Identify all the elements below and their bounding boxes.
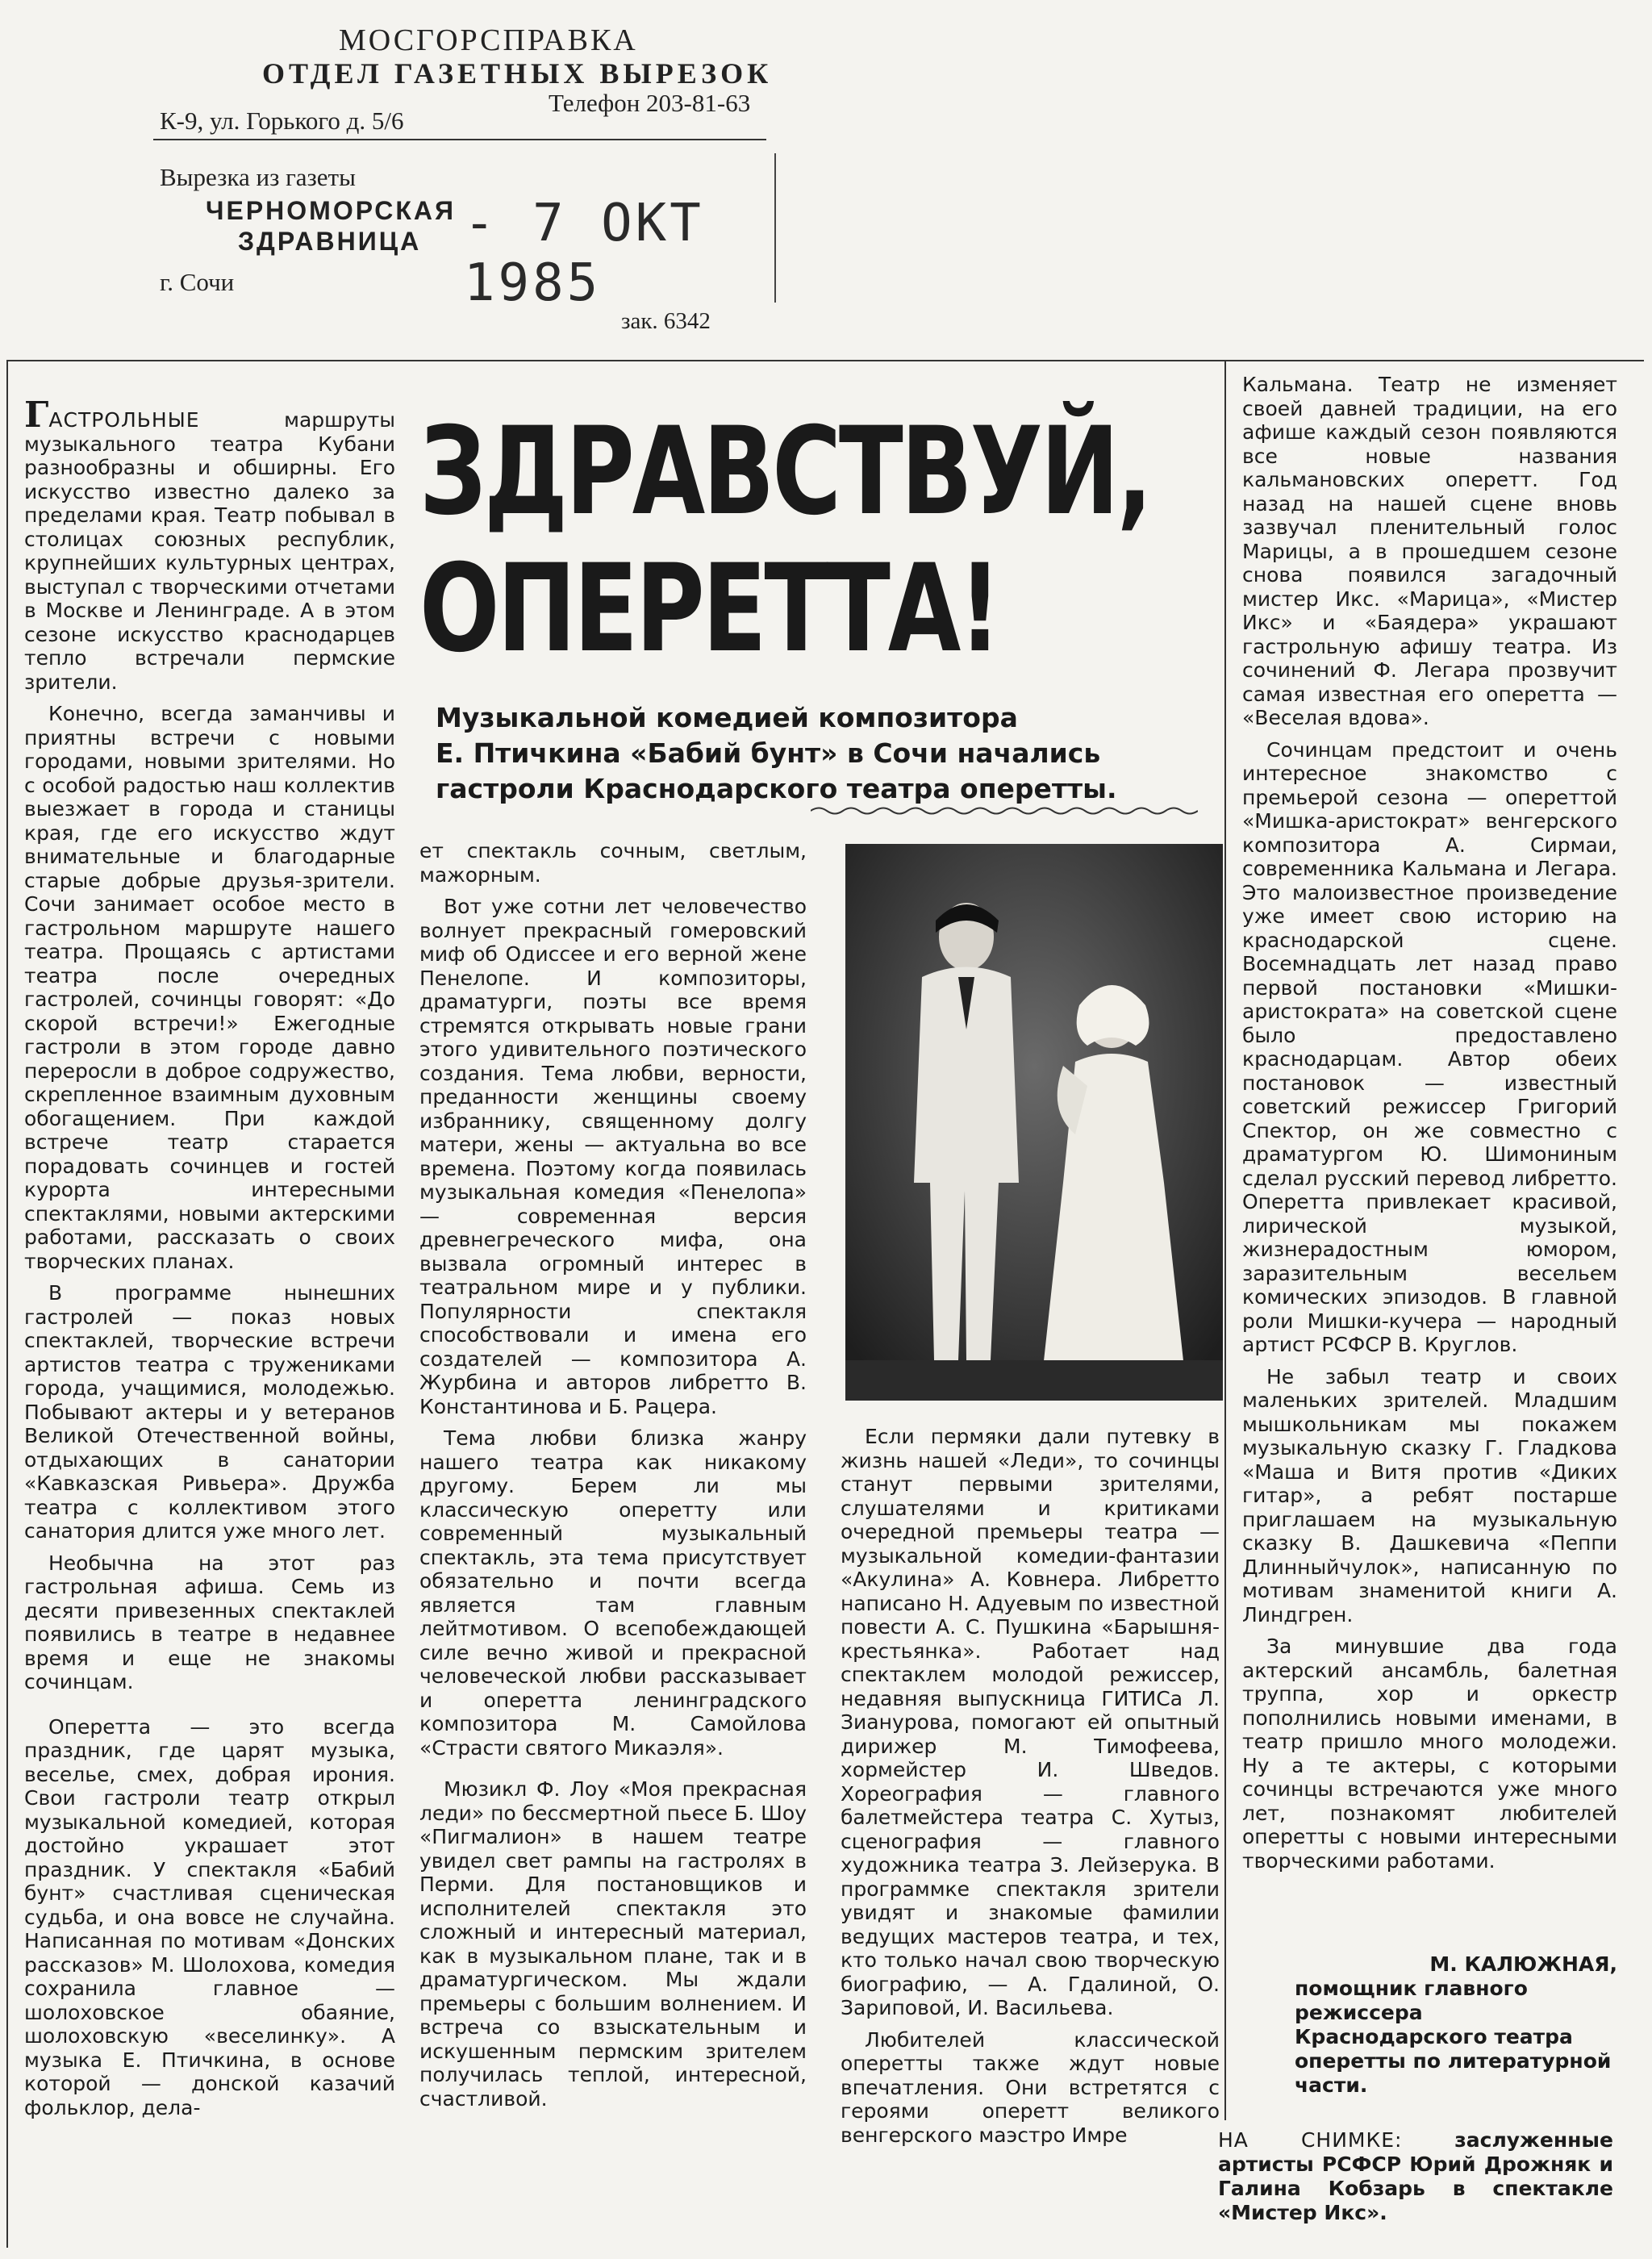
article-photo <box>845 844 1223 1401</box>
caption-text: заслуженные артисты РСФСР Юрий Дрожняк и Галина Кобзарь в спектакле «Мистер Икс». <box>1218 2128 1613 2224</box>
stamp-agency: МОСГОРСПРАВКА <box>339 23 638 57</box>
caption-lead: НА СНИМКЕ: <box>1218 2128 1403 2152</box>
column-divider <box>1224 361 1226 2120</box>
stamp-phone: Телефон 203-81-63 <box>549 89 751 117</box>
paragraph: Вот уже сотни лет человечество волнует прекрасный гомеровский миф об Одиссее и его верной жене Пенелопе. И композиторы, драматурги, поэты все время стремятся открывать новые грани этого удивительного поэтического создания. Тема любви, верности, преданности женщины своему избраннику, священному долгу матери, жены — актуальна во все времена. Поэтому когда появилась музыкальная комедия «Пенелопа» — современная версия древнегреческого мифа, она вызвала огромный интерес в театральном мире и у публики. Популярности спектакля способствовали и имена его создателей — композитора А. Журбина и авторов либретто В. Константинова и Б. Рацера. <box>419 895 807 1418</box>
subhead-line-1: Музыкальной комедией композитора <box>436 702 1018 733</box>
stamp-clip-label: Вырезка из газеты <box>160 163 356 191</box>
article-headline <box>419 402 1150 679</box>
clipping-left-border <box>6 360 8 2248</box>
stamp-department: ОТДЕЛ ГАЗЕТНЫХ ВЫРЕЗОК <box>262 57 773 90</box>
paragraph: Тема любви близка жанру нашего театра как никакому другому. Берем ли мы классическую оперетту или современный музыкальный спектакль, эта тема присутствует обязательно и почти всегда является там главным лейтмотивом. О всепобеждающей силе вечно живой и прекрасной человеческой любви рассказывает и оперетта ленинградского композитора М. Самойлова «Страсти святого Микаэля». <box>419 1426 807 1760</box>
stamp-city: г. Сочи <box>160 268 235 296</box>
article-column-4 <box>1242 373 1617 1873</box>
stamp-address: К-9, ул. Горького д. 5/6 <box>160 106 404 135</box>
article-column-1 <box>24 395 395 2119</box>
author-title: помощник главного режиссера Краснодарского театра оперетты по литературной части. <box>1295 1977 1612 2097</box>
lead-text: маршруты музыкального театра Кубани разнообразны и обширны. Его искусство известно далеко за пределами края. Театр побывал в столицах союзных республик, крупнейших культурных центрах, выступал с творческими отчетами в Москве и Ленинграде. А в этом сезоне искусство краснодарцев тепло встречали пермские зрители. <box>24 408 395 694</box>
paragraph: Кальмана. Театр не изменяет своей давней традиции, на его афише каждый сезон появляются все новые названия кальмановских оперетт. Год назад на нашей сцене вновь зазвучал пленительный голос Марицы, а в прошедшем сезоне снова появился загадочный мистер Икс. «Марица», «Мистер Икс» и «Баядера» украшают гастрольную афишу театра. Из сочинений Ф. Легара прозвучит самая известная его оперетта — «Веселая вдова». <box>1242 373 1617 729</box>
headline-line-2: ОПЕРЕТТА! <box>419 539 999 679</box>
clipping-top-border <box>6 360 1644 361</box>
paragraph: За минувшие два года актерский ансамбль, балетная труппа, хор и оркестр пополнились новыми именами, в театр пришло много молодежи. Ну а те актеры, с которыми сочинцы встречаются уже много лет, познакомят любителей оперетты с новыми интересными творческими работами. <box>1242 1635 1617 1873</box>
article-column-2 <box>419 839 807 2111</box>
author-name: М. КАЛЮЖНАЯ, <box>1429 1952 1617 1976</box>
paragraph <box>24 395 395 694</box>
drop-cap: Г <box>24 395 49 436</box>
subhead-line-3: гастроли Краснодарского театра оперетты. <box>436 773 1117 804</box>
paragraph: Если пермяки дали путевку в жизнь нашей «Леди», то сочинцы станут первыми зрителями, слушателями и критиками очередной премьеры театра — музыкальной комедии-фантазии «Акулина» А. Ковнера. Либретто написано Н. Адуевым по известной повести А. С. Пушкина «Барышня-крестьянка». Работает над спектаклем молодой режиссер, недавняя выпускница ГИТИСа Л. Зианурова, помогают ей опытный дирижер М. Тимофеева, хормейстер И. Шведов. Хореография — главного балетмейстера театра С. Хутыз, сценография — главного художника театра З. Лейзерука. В программке спектакля зрители увидят и знакомые фамилии ведущих мастеров театра, и тех, кто только начал свою творческую биографию, — А. Гдалиной, О. Зариповой, И. Васильева. <box>841 1425 1220 2019</box>
paragraph: В программе нынешних гастролей — показ новых спектаклей, творческие встречи артистов театра с тружениками города, учащимися, молодежью. Побывают актеры и у ветеранов Великой Отечественной войны, отдыхающих в санатории «Кавказская Ривьера». Дружба театра с коллективом этого санатория длится уже много лет. <box>24 1281 395 1543</box>
subhead-underline <box>811 805 1198 816</box>
clipping-stamp <box>145 8 791 334</box>
photo-illustration <box>845 844 1223 1401</box>
paragraph: Оперетта — это всегда праздник, где царят музыка, веселье, смех, добрая ирония. Свои гастроли театр открыл музыкальной комедией, которая достойно украшает этот праздник. У спектакля «Бабий бунт» счастливая сценическая судьба, и она вовсе не случайна. Написанная по мотивам «Донских рассказов» М. Шолохова, комедия сохранила главное — шолоховское обаяние, шолоховскую «веселинку». А музыка Е. Птичкина, в основе которой — донской казачий фольклор, дела- <box>24 1714 395 2119</box>
paragraph: Любителей классической оперетты также ждут новые впечатления. Они встретятся с героями оперетт великого венгерского маэстро Имре <box>841 2027 1220 2147</box>
stamp-newspaper <box>206 195 456 257</box>
photo-caption <box>1218 2128 1613 2225</box>
paragraph: Не забыл театр и своих маленьких зрителей. Младшим мышкольникам мы покажем музыкальную сказку Г. Гладкова «Маша и Витя против «Диких гитар», а ребят постарше приглашаем на музыкальную сказку В. Дашкевича «Пеппи Длинныйчулок», написанную по мотивам знаменитой книги А. Линдгрен. <box>1242 1364 1617 1626</box>
paragraph: Мюзикл Ф. Лоу «Моя прекрасная леди» по бессмертной пьесе Б. Шоу «Пигмалион» в нашем театре увидел свет рампы на гастролях в Перми. Для постановщиков и исполнителей спектакля это сложный и интересный материал, как в музыкальном плане, так и в драматургическом. Мы ждали премьеры с большим волнением. И встреча со взыскательным и искушенным пермским зрителем получилась теплой, интересной, счастливой. <box>419 1777 807 2111</box>
headline-line-1: ЗДРАВСТВУЙ, <box>419 402 1150 542</box>
stamp-newspaper-line1: ЧЕРНОМОРСКАЯ <box>206 196 457 225</box>
stamp-date: - 7 ОКТ 1985 <box>464 194 704 313</box>
paragraph: Сочинцам предстоит и очень интересное знакомство с премьерой сезона — опереттой «Мишка-аристократ» венгерского композитора А. Сирмаи, современника Кальмана и Легара. Это малоизвестное произведение уже имеет свою историю на краснодарской сцене. Восемнадцать лет назад право первой постановки «Мишки-аристократа» на советской сцене было предоставлено краснодарцам. Автор обеих постановок — известный советский режиссер Григорий Спектор, он же совместно с драматургом Ю. Шимониным сделал русский перевод либретто. Оперетта привлекает красивой, лирической музыкой, жизнерадостным юмором, заразительным весельем комических эпизодов. В главной роли Мишки-кучера — народный артист РСФСР В. Круглов. <box>1242 737 1617 1356</box>
stamp-order-number: зак. 6342 <box>621 308 711 334</box>
article-subhead <box>436 700 1194 807</box>
article-column-3 <box>841 1425 1220 2147</box>
paragraph: ет спектакль сочным, светлым, мажорным. <box>419 839 807 887</box>
author-signature <box>1262 1952 1617 2098</box>
subhead-line-2: Е. Птичкина «Бабий бунт» в Сочи начались <box>436 737 1101 769</box>
paragraph: Необычна на этот раз гастрольная афиша. Семь из десяти привезенных спектаклей появились в театре в недавнее время и еще не знакомы сочинцам. <box>24 1551 395 1693</box>
stamp-divider <box>153 139 766 140</box>
stamp-newspaper-line2: ЗДРАВНИЦА <box>238 227 422 256</box>
paragraph: Конечно, всегда заманчивы и приятны встречи с новыми городами, новыми зрителями. Но с особой радостью наш коллектив выезжает в города и станицы края, где его искусство ждут внимательные и благодарные старые добрые друзья-зрители. Сочи занимает особое место в гастрольном маршруте нашего театра. Прощаясь с артистами театра после очередных гастролей, сочинцы говорят: «До скорой встречи!» Ежегодные гастроли в этом городе давно переросли в доброе содружество, скрепленное взаимным духовным обогащением. При каждой встрече театр старается порадовать сочинцев и гостей курорта интересными спектаклями, новыми актерскими работами, рассказать о своих творческих планах. <box>24 702 395 1273</box>
lead-caps: АСТРОЛЬНЫЕ <box>48 408 200 432</box>
stamp-vertical-divider <box>774 153 776 303</box>
